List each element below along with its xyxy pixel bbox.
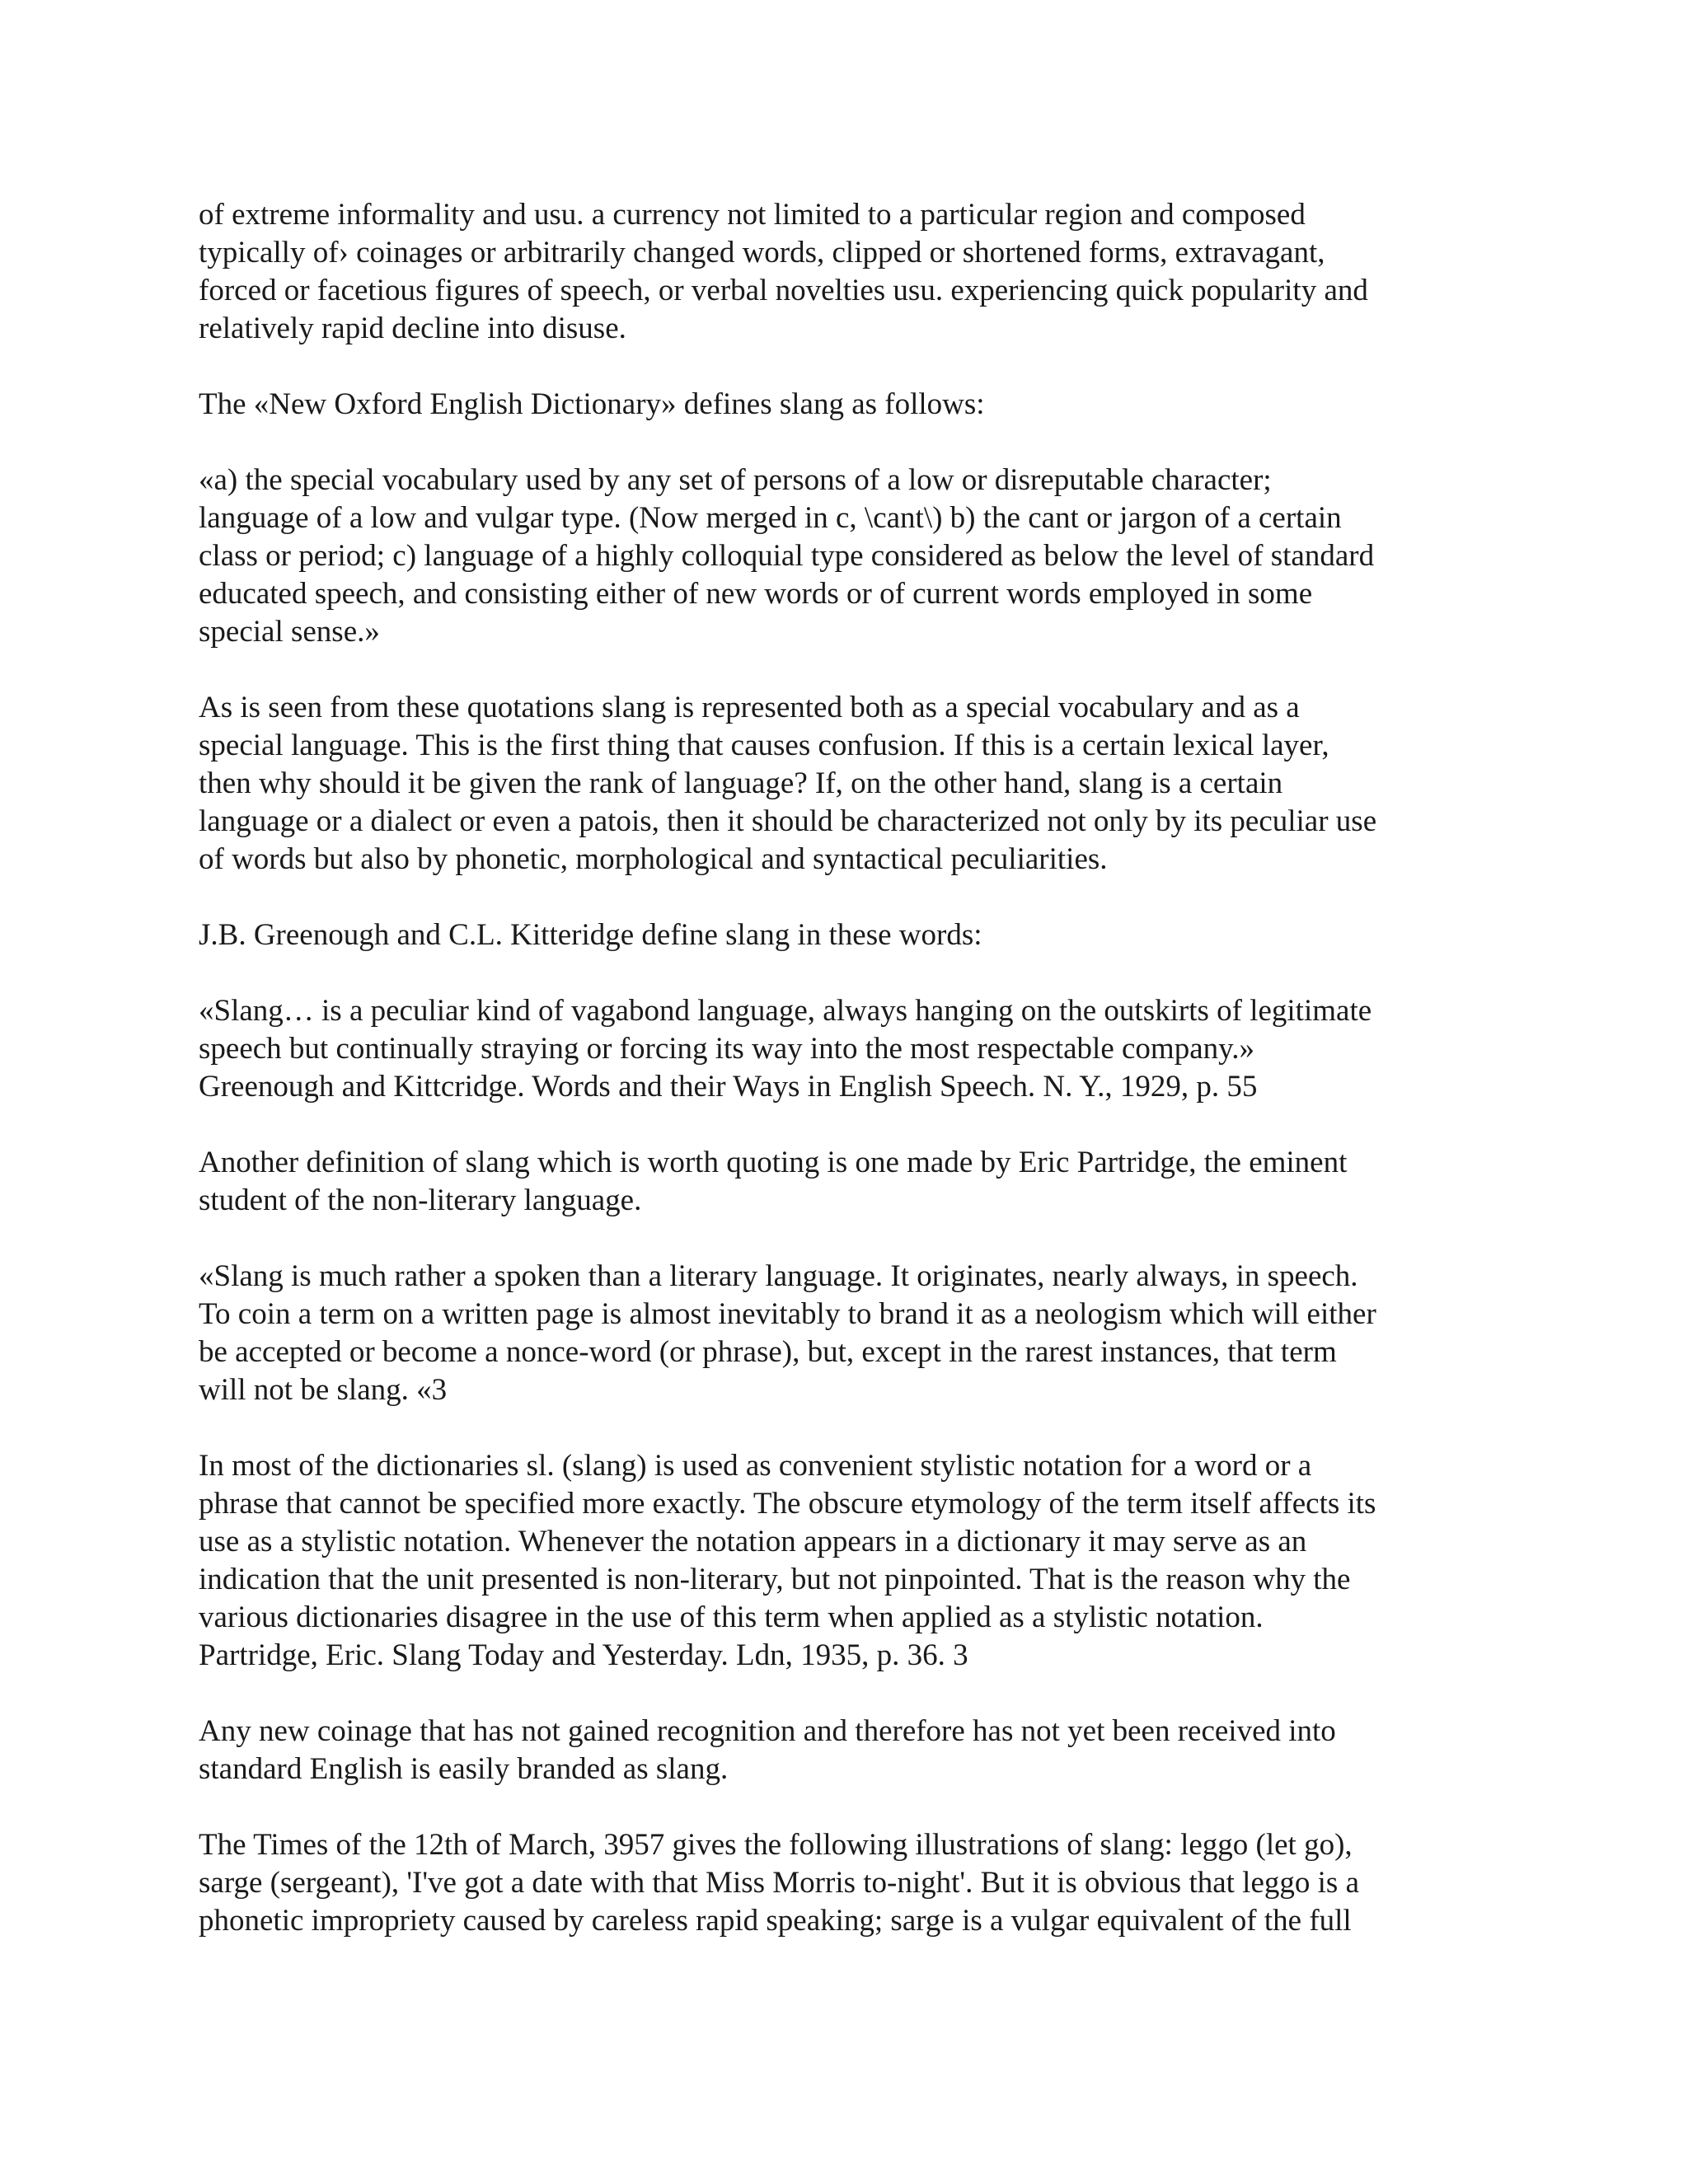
text-line: J.B. Greenough and C.L. Kitteridge define slang in these words: <box>199 918 982 952</box>
text-line: As is seen from these quotations slang is represented both as a special vocabulary and as a <box>199 691 1300 724</box>
paragraph-definition-end <box>199 196 1509 348</box>
text-line: special sense.» <box>199 615 380 649</box>
text-line: Any new coinage that has not gained recognition and therefore has not yet been received into <box>199 1714 1336 1748</box>
text-line: The «New Oxford English Dictionary» defines slang as follows: <box>199 387 985 421</box>
text-line: «Slang is much rather a spoken than a literary language. It originates, nearly always, in speech. <box>199 1259 1358 1293</box>
paragraph-oxford-quote <box>199 462 1509 651</box>
text-line: relatively rapid decline into disuse. <box>199 312 626 345</box>
text-line: The Times of the 12th of March, 3957 gives the following illustrations of slang: leggo (let go), <box>199 1828 1353 1862</box>
text-line: forced or facetious figures of speech, or verbal novelties usu. experiencing quick popularity and <box>199 274 1368 307</box>
text-line: sarge (sergeant), 'I've got a date with that Miss Morris to-night'. But it is obvious that leggo is a <box>199 1866 1359 1900</box>
paragraph-dictionaries <box>199 1447 1509 1675</box>
text-line: class or period; c) language of a highly colloquial type considered as below the level of standard <box>199 539 1375 573</box>
text-line: student of the non-literary language. <box>199 1183 642 1217</box>
text-line: Partridge, Eric. Slang Today and Yesterday. Ldn, 1935, p. 36. 3 <box>199 1638 968 1672</box>
text-line: Another definition of slang which is worth quoting is one made by Eric Partridge, the eminent <box>199 1146 1348 1179</box>
text-line: indication that the unit presented is non-literary, but not pinpointed. That is the reason why the <box>199 1563 1351 1596</box>
document-page <box>199 196 1509 1978</box>
text-line: In most of the dictionaries sl. (slang) is used as convenient stylistic notation for a word or a <box>199 1449 1312 1483</box>
text-line: various dictionaries disagree in the use of this term when applied as a stylistic notation. <box>199 1601 1264 1634</box>
text-line: be accepted or become a nonce-word (or phrase), but, except in the rarest instances, that term <box>199 1335 1337 1369</box>
paragraph-partridge-quote <box>199 1258 1509 1409</box>
paragraph-confusion <box>199 689 1509 879</box>
text-line: then why should it be given the rank of language? If, on the other hand, slang is a certain <box>199 766 1283 800</box>
text-line: To coin a term on a written page is almost inevitably to brand it as a neologism which will either <box>199 1297 1376 1331</box>
paragraph-greenough-quote <box>199 992 1509 1106</box>
text-line: «Slang… is a peculiar kind of vagabond language, always hanging on the outskirts of legitimate <box>199 994 1372 1028</box>
paragraph-oxford-intro <box>199 386 1509 424</box>
text-line: Greenough and Kittcridge. Words and their Ways in English Speech. N. Y., 1929, p. 55 <box>199 1070 1258 1104</box>
text-line: of words but also by phonetic, morphological and syntactical peculiarities. <box>199 842 1108 876</box>
text-line: phrase that cannot be specified more exactly. The obscure etymology of the term itself affects its <box>199 1487 1376 1521</box>
text-line: «a) the special vocabulary used by any set of persons of a low or disreputable character; <box>199 463 1272 497</box>
text-line: typically of› coinages or arbitrarily changed words, clipped or shortened forms, extravagant, <box>199 236 1325 269</box>
text-line: use as a stylistic notation. Whenever the notation appears in a dictionary it may serve as an <box>199 1525 1307 1558</box>
paragraph-times-illustrations <box>199 1826 1509 1940</box>
text-line: special language. This is the first thing that causes confusion. If this is a certain lexical layer, <box>199 729 1329 762</box>
text-line: language or a dialect or even a patois, then it should be characterized not only by its peculiar use <box>199 804 1377 838</box>
text-line: phonetic impropriety caused by careless rapid speaking; sarge is a vulgar equivalent of the full <box>199 1904 1352 1938</box>
text-line: educated speech, and consisting either of new words or of current words employed in some <box>199 577 1313 611</box>
text-line: of extreme informality and usu. a currency not limited to a particular region and composed <box>199 198 1306 232</box>
text-line: standard English is easily branded as slang. <box>199 1752 729 1786</box>
text-line: will not be slang. «3 <box>199 1373 448 1407</box>
text-line: speech but continually straying or forcing its way into the most respectable company.» <box>199 1032 1254 1066</box>
paragraph-new-coinage <box>199 1713 1509 1788</box>
paragraph-greenough-intro <box>199 916 1509 954</box>
text-line: language of a low and vulgar type. (Now merged in c, \cant\) b) the cant or jargon of a certain <box>199 501 1342 535</box>
paragraph-partridge-intro <box>199 1144 1509 1220</box>
